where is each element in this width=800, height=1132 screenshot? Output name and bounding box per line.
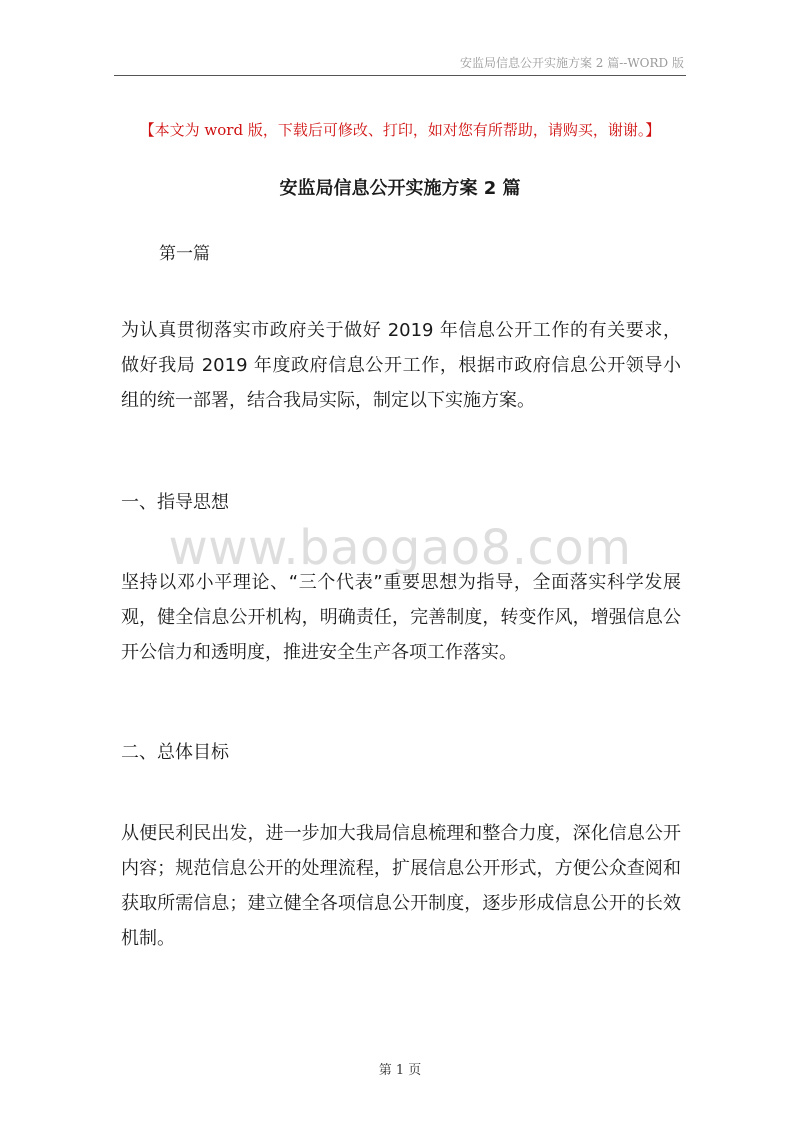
part-label: 第一篇 — [159, 244, 210, 264]
section-paragraph-guiding-thought: 坚持以邓小平理论、“三个代表”重要思想为指导，全面落实科学发展观，健全信息公开机构，明确责任，完善制度，转变作风，增强信息公开公信力和透明度，推进安全生产各项工作落实。 — [121, 572, 681, 663]
page-number: 第 1 页 — [378, 1063, 422, 1078]
section-paragraph-overall-goal: 从便民利民出发，进一步加大我局信息梳理和整合力度，深化信息公开内容；规范信息公开的处理流程，扩展信息公开形式，方便公众查阅和获取所需信息；建立健全各项信息公开制度，逐步形成信息公开的长效机制。 — [121, 823, 681, 949]
watermark: www.baogao8.com — [168, 520, 632, 576]
header-divider — [114, 75, 686, 76]
download-notice: 【本文为 word 版，下载后可修改、打印，如对您有所帮助，请购买，谢谢。】 — [139, 121, 661, 139]
document-title: 安监局信息公开实施方案 2 篇 — [279, 178, 521, 199]
section-heading-overall-goal: 二、总体目标 — [121, 742, 229, 763]
intro-paragraph: 为认真贯彻落实市政府关于做好 2019 年信息公开工作的有关要求，做好我局 2019 年度政府信息公开工作，根据市政府信息公开领导小组的统一部署，结合我局实际，制定以下实施方案。 — [121, 320, 681, 411]
section-heading-guiding-thought: 一、指导思想 — [121, 492, 229, 513]
running-header: 安监局信息公开实施方案 2 篇--WORD 版 — [459, 56, 684, 70]
